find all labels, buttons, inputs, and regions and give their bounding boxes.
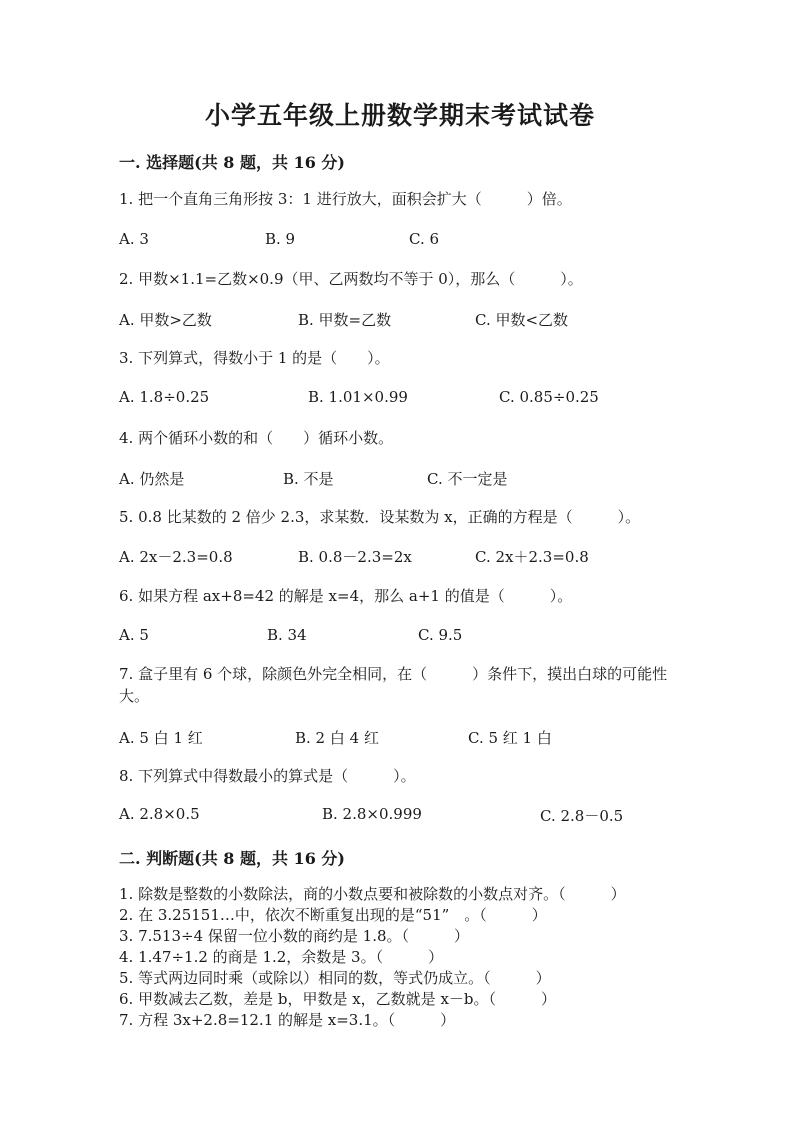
option-8a: A. 2.8×0.5 bbox=[119, 805, 200, 823]
judge-item-4: 4. 1.47÷1.2 的商是 1.2，余数是 3。（ ） bbox=[119, 948, 444, 966]
question-5: 5. 0.8 比某数的 2 倍少 2.3，求某数．设某数为 x，正确的方程是（ ）。 bbox=[119, 508, 641, 526]
section-heading-judge: 二. 判断题(共 8 题，共 16 分) bbox=[119, 849, 345, 868]
judge-item-5: 5. 等式两边同时乘（或除以）相同的数，等式仍成立。（ ） bbox=[119, 969, 551, 987]
option-2c: C. 甲数<乙数 bbox=[475, 311, 569, 329]
question-2: 2. 甲数×1.1=乙数×0.9（甲、乙两数均不等于 0），那么（ ）。 bbox=[119, 270, 583, 288]
option-1a: A. 3 bbox=[119, 230, 149, 248]
option-2b: B. 甲数=乙数 bbox=[298, 311, 392, 329]
question-3: 3. 下列算式，得数小于 1 的是（ ）。 bbox=[119, 349, 390, 367]
option-3c: C. 0.85÷0.25 bbox=[499, 388, 599, 406]
option-5c: C. 2x＋2.3=0.8 bbox=[475, 548, 589, 566]
option-8c: C. 2.8－0.5 bbox=[540, 807, 624, 825]
option-5b: B. 0.8－2.3=2x bbox=[298, 548, 412, 566]
question-1: 1. 把一个直角三角形按 3：1 进行放大，面积会扩大（ ）倍。 bbox=[119, 190, 572, 208]
judge-item-3: 3. 7.513÷4 保留一位小数的商约是 1.8。（ ） bbox=[119, 927, 470, 945]
judge-item-2: 2. 在 3.25151…中，依次不断重复出现的是“51” 。（ ） bbox=[119, 906, 547, 924]
option-4c: C. 不一定是 bbox=[427, 470, 508, 488]
option-7a: A. 5 白 1 红 bbox=[119, 729, 203, 747]
question-7: 7. 盒子里有 6 个球，除颜色外完全相同，在（ ）条件下，摸出白球的可能性大。 bbox=[119, 665, 668, 705]
option-7c: C. 5 红 1 白 bbox=[468, 729, 552, 747]
option-3a: A. 1.8÷0.25 bbox=[119, 388, 210, 406]
question-8: 8. 下列算式中得数最小的算式是（ ）。 bbox=[119, 767, 416, 785]
option-4b: B. 不是 bbox=[283, 470, 334, 488]
judge-item-6: 6. 甲数减去乙数，差是 b，甲数是 x，乙数就是 x－b。（ ） bbox=[119, 990, 557, 1008]
option-7b: B. 2 白 4 红 bbox=[295, 729, 379, 747]
option-1c: C. 6 bbox=[409, 230, 440, 248]
option-1b: B. 9 bbox=[265, 230, 296, 248]
option-8b: B. 2.8×0.999 bbox=[322, 805, 422, 823]
option-2a: A. 甲数>乙数 bbox=[119, 311, 212, 329]
page-title: 小学五年级上册数学期末考试试卷 bbox=[204, 101, 595, 130]
option-6a: A. 5 bbox=[119, 626, 149, 644]
judge-item-1: 1. 除数是整数的小数除法，商的小数点要和被除数的小数点对齐。（ ） bbox=[119, 885, 626, 903]
question-6: 6. 如果方程 ax+8=42 的解是 x=4，那么 a+1 的值是（ ）。 bbox=[119, 587, 573, 605]
judge-item-7: 7. 方程 3x+2.8=12.1 的解是 x=3.1。（ ） bbox=[119, 1011, 456, 1029]
question-4: 4. 两个循环小数的和（ ）循环小数。 bbox=[119, 429, 394, 447]
section-heading-choice: 一. 选择题(共 8 题，共 16 分) bbox=[119, 153, 345, 172]
option-6b: B. 34 bbox=[267, 626, 307, 644]
option-4a: A. 仍然是 bbox=[119, 470, 185, 488]
option-3b: B. 1.01×0.99 bbox=[308, 388, 408, 406]
option-5a: A. 2x－2.3=0.8 bbox=[119, 548, 233, 566]
option-6c: C. 9.5 bbox=[418, 626, 463, 644]
